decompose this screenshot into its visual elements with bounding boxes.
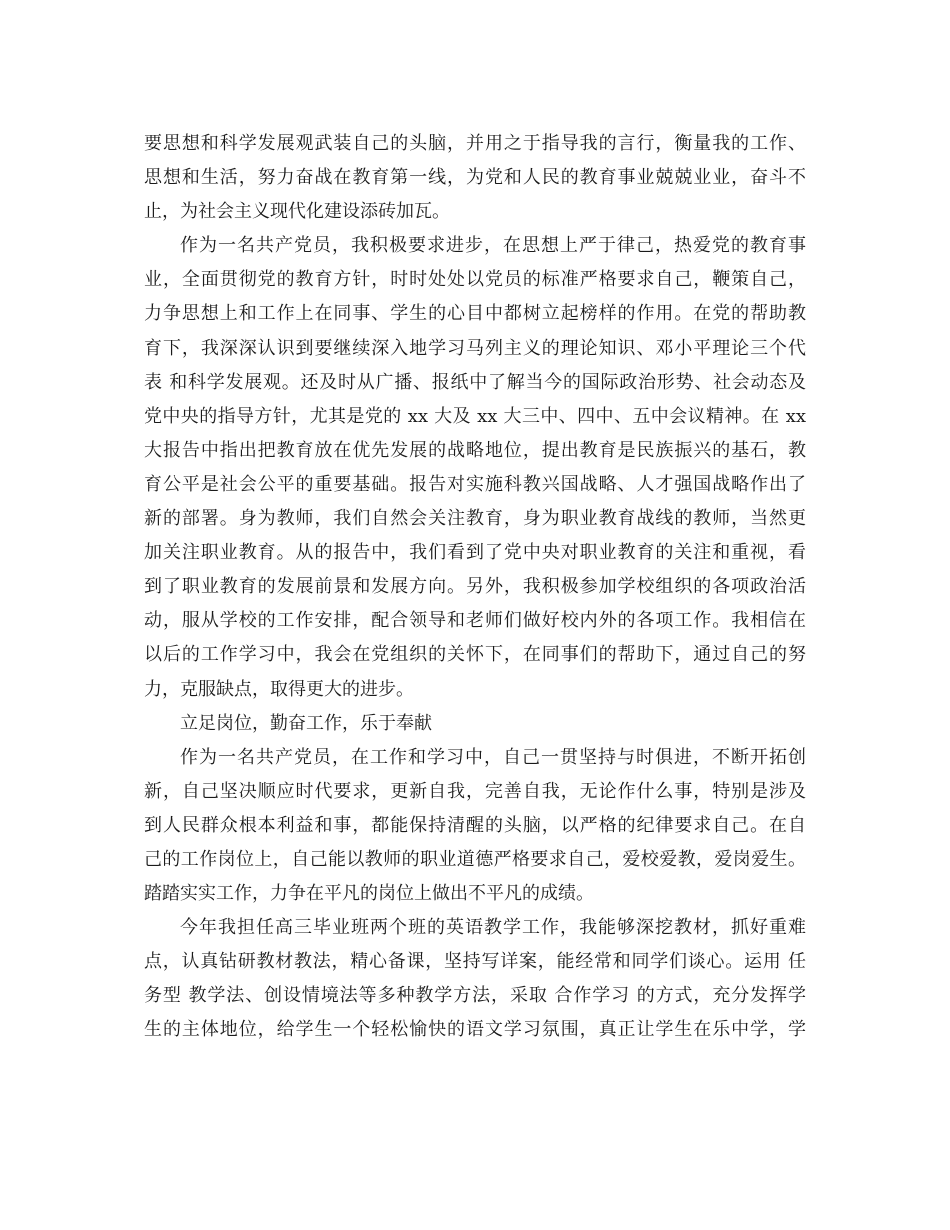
text-line: 己的工作岗位上，自己能以教师的职业道德严格要求自己，爱校爱教，爱岗爱生。 xyxy=(144,848,806,870)
text-line: 党中央的指导方针，尤其是党的 xx 大及 xx 大三中、四中、五中会议精神。在 xx xyxy=(144,405,806,427)
text-line: 踏踏实实工作，力争在平凡的岗位上做出不平凡的成绩。 xyxy=(144,883,594,905)
text-line: 立足岗位，勤奋工作，乐于奉献 xyxy=(180,712,432,734)
text-line: 要思想和科学发展观武装自己的头脑，并用之于指导我的言行，衡量我的工作、 xyxy=(144,133,806,154)
text-line: 动，服从学校的工作安排，配合领导和老师们做好校内外的各项工作。我相信在 xyxy=(144,610,806,632)
text-line: 作为一名共产党员，我积极要求进步，在思想上严于律己，热爱党的教育事 xyxy=(180,235,806,257)
text-line: 育下，我深深认识到要继续深入地学习马列主义的理论知识、邓小平理论三个代 xyxy=(144,337,806,359)
text-line: 育公平是社会公平的重要基础。报告对实施科教兴国战略、人才强国战略作出了 xyxy=(144,473,806,495)
text-line: 加关注职业教育。从的报告中，我们看到了党中央对职业教育的关注和重视，看 xyxy=(144,542,806,564)
text-line: 今年我担任高三毕业班两个班的英语教学工作，我能够深挖教材，抓好重难 xyxy=(180,917,806,939)
document-body xyxy=(144,127,806,1048)
text-line: 到人民群众根本利益和事，都能保持清醒的头脑，以严格的纪律要求自己。在自 xyxy=(144,814,806,836)
text-line: 新的部署。身为教师，我们自然会关注教育，身为职业教育战线的教师，当然更 xyxy=(144,508,806,530)
text-line: 表 和科学发展观。还及时从广播、报纸中了解当今的国际政治形势、社会动态及 xyxy=(144,371,806,393)
text-line: 大报告中指出把教育放在优先发展的战略地位，提出教育是民族振兴的基石，教 xyxy=(144,439,806,461)
text-line: 作为一名共产党员，在工作和学习中，自己一贯坚持与时俱进，不断开拓创 xyxy=(180,746,806,768)
text-line: 力争思想上和工作上在同事、学生的心目中都树立起榜样的作用。在党的帮助教 xyxy=(144,303,806,325)
text-line: 新，自己坚决顺应时代要求，更新自我，完善自我，无论作什么事，特别是涉及 xyxy=(144,780,806,802)
text-line: 业，全面贯彻党的教育方针，时时处处以党员的标准严格要求自己，鞭策自己， xyxy=(144,269,806,291)
text-line: 以后的工作学习中，我会在党组织的关怀下，在同事们的帮助下，通过自己的努 xyxy=(144,644,806,666)
text-line: 生的主体地位，给学生一个轻松愉快的语文学习氛围，真正让学生在乐中学，学 xyxy=(144,1019,806,1041)
text-line: 力，克服缺点，取得更大的进步。 xyxy=(144,678,414,700)
text-line: 点，认真钻研教材教法，精心备课，坚持写详案，能经常和同学们谈心。运用 任 xyxy=(144,951,806,973)
text-line: 到了职业教育的发展前景和发展方向。另外，我积极参加学校组织的各项政治活 xyxy=(144,576,806,598)
text-line: 务型 教学法、创设情境法等多种教学方法，采取 合作学习 的方式，充分发挥学 xyxy=(144,985,806,1007)
text-line: 止，为社会主义现代化建设添砖加瓦。 xyxy=(144,201,450,223)
text-line: 思想和生活，努力奋战在教育第一线，为党和人民的教育事业兢兢业业，奋斗不 xyxy=(144,167,806,189)
